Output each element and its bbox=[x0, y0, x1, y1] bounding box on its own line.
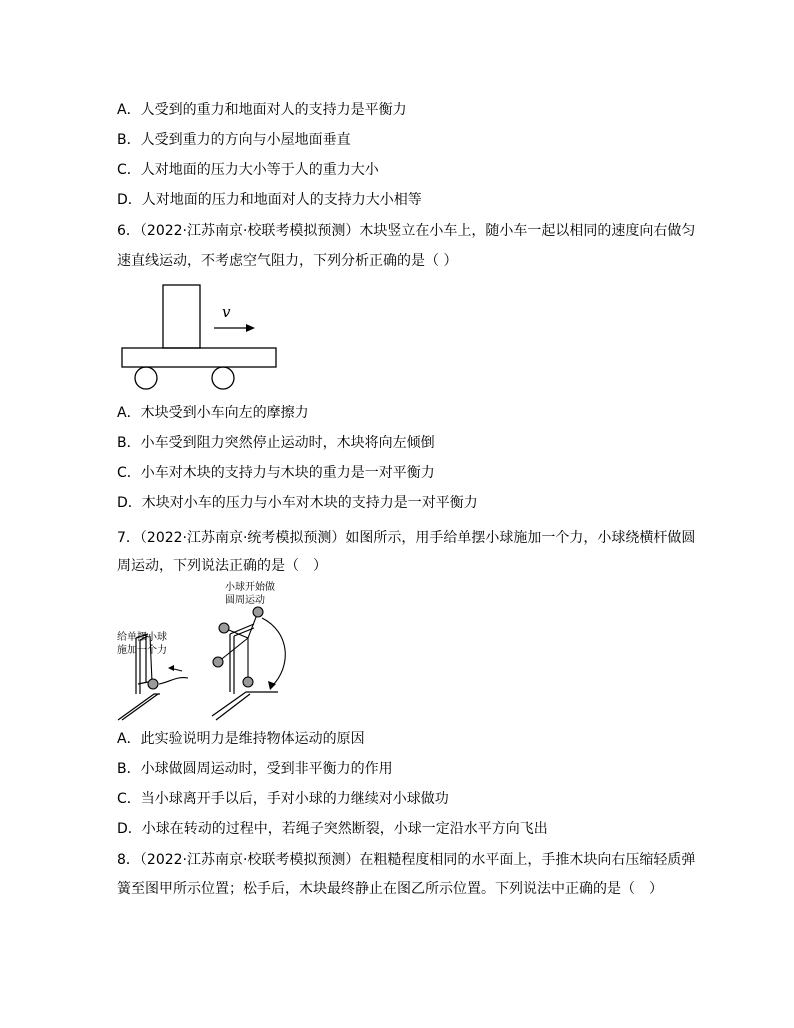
cart-wheel-right bbox=[212, 367, 234, 389]
right-label-2: 圆周运动 bbox=[225, 595, 265, 606]
q7-option-d: D．小球在转动的过程中，若绳子突然断裂，小球一定沿水平方向飞出 bbox=[117, 821, 548, 837]
q6-option-b: B．小车受到阻力突然停止运动时，木块将向左倾倒 bbox=[117, 435, 435, 451]
left-label-1: 给单摆小球 bbox=[117, 632, 167, 643]
cart-wheel-left bbox=[135, 367, 157, 389]
velocity-arrow-head bbox=[246, 324, 255, 332]
q5-option-c: C．人对地面的压力大小等于人的重力大小 bbox=[117, 162, 379, 178]
velocity-label: v bbox=[222, 303, 231, 321]
right-stand bbox=[212, 624, 278, 720]
q6-option-c: C．小车对木块的支持力与木块的重力是一对平衡力 bbox=[117, 465, 435, 481]
q8-stem-line2: 簧至图甲所示位置；松手后，木块最终静止在图乙所示位置。下列说法中正确的是（ ） bbox=[117, 881, 663, 897]
q5-option-a: A．人受到的重力和地面对人的支持力是平衡力 bbox=[117, 102, 407, 118]
q7-option-c: C．当小球离开手以后，手对小球的力继续对小球做功 bbox=[117, 791, 449, 807]
left-pendulum bbox=[148, 636, 188, 689]
right-label-1: 小球开始做 bbox=[225, 582, 275, 593]
left-label-2: 施加一个力 bbox=[117, 645, 167, 656]
right-pendulum bbox=[213, 607, 285, 690]
cart-body bbox=[122, 348, 276, 367]
wood-block bbox=[163, 285, 200, 348]
q8-stem-line1: 8．（2022·江苏南京·校联考模拟预测）在粗糙程度相同的水平面上，手推木块向右压缩轻质弹 bbox=[117, 852, 696, 868]
q6-option-d: D．木块对小车的压力与小车对木块的支持力是一对平衡力 bbox=[117, 495, 478, 511]
q7-option-b: B．小球做圆周运动时，受到非平衡力的作用 bbox=[117, 761, 393, 777]
q6-option-a: A．木块受到小车向左的摩擦力 bbox=[117, 405, 309, 421]
q7-stem-line1: 7．（2022·江苏南京·统考模拟预测）如图所示，用手给单摆小球施加一个力，小球绕横杆做圆 bbox=[117, 530, 696, 546]
q7-stem-line2: 周运动，下列说法正确的是（ ） bbox=[117, 558, 327, 574]
q6-stem-line2: 速直线运动，不考虑空气阻力，下列分析正确的是（ ） bbox=[117, 253, 458, 269]
q5-option-b: B．人受到重力的方向与小屋地面垂直 bbox=[117, 132, 351, 148]
q7-pendulum-figure bbox=[112, 578, 297, 724]
q5-option-d: D．人对地面的压力和地面对人的支持力大小相等 bbox=[117, 192, 422, 208]
q7-option-a: A．此实验说明力是维持物体运动的原因 bbox=[117, 731, 365, 747]
q6-cart-figure bbox=[118, 280, 283, 392]
q6-stem-line1: 6．（2022·江苏南京·校联考模拟预测）木块竖立在小车上，随小车一起以相同的速度向右做匀 bbox=[117, 223, 696, 239]
